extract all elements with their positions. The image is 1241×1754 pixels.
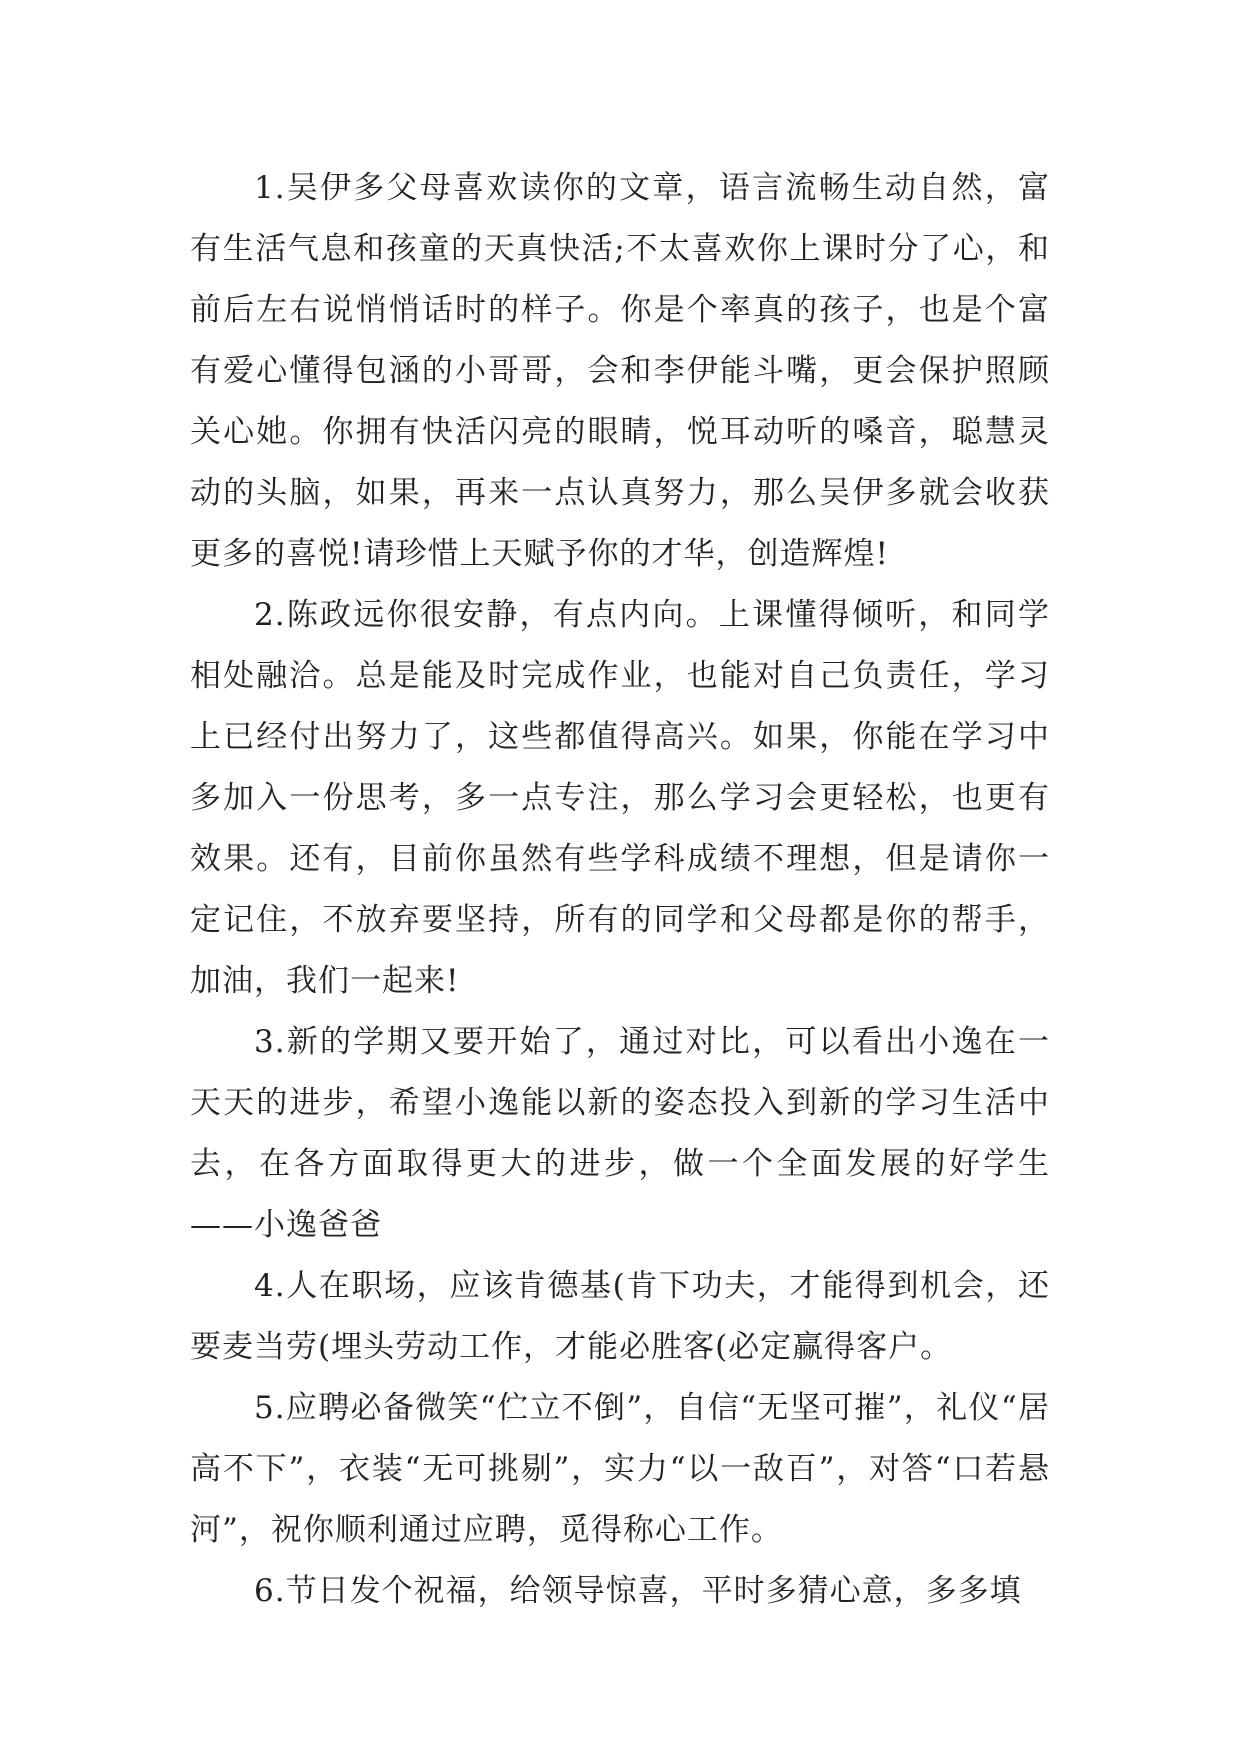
paragraph-3: 3.新的学期又要开始了，通过对比，可以看出小逸在一天天的进步，希望小逸能以新的姿态投入到新的学习生活中去，在各方面取得更大的进步，做一个全面发展的好学生——小逸爸爸 bbox=[190, 1024, 1050, 1243]
paragraph-2: 2.陈政远你很安静，有点内向。上课懂得倾听，和同学相处融洽。总是能及时完成作业，也能对自己负责任，学习上已经付出努力了，这些都值得高兴。如果，你能在学习中多加入一份思考，多一点专注，那么学习会更轻松，也更有效果。还有，目前你虽然有些学科成绩不理想，但是请你一定记住，不放弃要坚持，所有的同学和父母都是你的帮手，加油，我们一起来! bbox=[190, 597, 1050, 999]
paragraph-5: 5.应聘必备微笑“伫立不倒”，自信“无坚可摧”，礼仪“居高不下”，衣装“无可挑剔”，实力“以一敌百”，对答“口若悬河”，祝你顺利通过应聘，觅得称心工作。 bbox=[190, 1390, 1050, 1548]
paragraph-6: 6.节日发个祝福，给领导惊喜，平时多猜心意，多多填 bbox=[254, 1573, 1022, 1609]
paragraph-4: 4.人在职场，应该肯德基(肯下功夫，才能得到机会，还要麦当劳(埋头劳动工作，才能必胜客(必定赢得客户。 bbox=[190, 1268, 1050, 1365]
document-body bbox=[190, 158, 1050, 1622]
paragraph-1: 1.吴伊多父母喜欢读你的文章，语言流畅生动自然，富有生活气息和孩童的天真快活;不太喜欢你上课时分了心，和前后左右说悄悄话时的样子。你是个率真的孩子，也是个富有爱心懂得包涵的小哥哥，会和李伊能斗嘴，更会保护照顾关心她。你拥有快活闪亮的眼睛，悦耳动听的嗓音，聪慧灵动的头脑，如果，再来一点认真努力，那么吴伊多就会收获更多的喜悦!请珍惜上天赋予你的才华，创造辉煌! bbox=[190, 170, 1050, 572]
